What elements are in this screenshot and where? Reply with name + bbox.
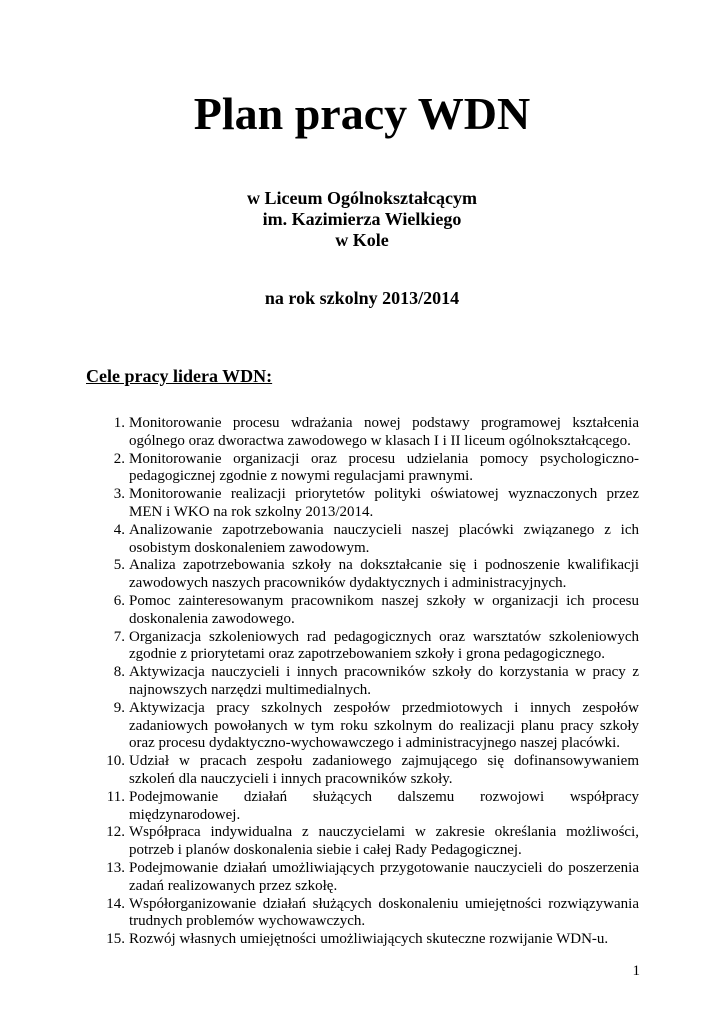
goal-item: [106, 931, 639, 949]
goal-text: Aktywizacja pracy szkolnych zespołów przedmiotowych i innych zespołów zadaniowych powołanych w tym roku szkolnym do realizacji planu pracy szkoły oraz procesu dydaktyczno-wychowawczego i administracyjnego naszej placówki.: [129, 699, 639, 752]
goal-text: Współorganizowanie działań służących doskonaleniu umiejętności rozwiązywania trudnych problemów wychowawczych.: [129, 895, 639, 930]
goal-number: 2.: [113, 450, 125, 467]
subtitle-line: w Kole: [335, 230, 389, 250]
goal-item: [106, 859, 639, 896]
goal-item: [106, 824, 639, 860]
goal-text: Podejmowanie działań służących dalszemu rozwojowi współpracy międzynarodowej.: [129, 788, 639, 823]
school-year: na rok szkolny 2013/2014: [264, 288, 460, 308]
goal-text: Monitorowanie procesu wdrażania nowej podstawy programowej kształcenia ogólnego oraz dworactwa zawodowego w klasach I i II liceum ogólnokształcącego.: [129, 415, 639, 449]
goal-item: [113, 450, 639, 487]
goal-number: 4.: [113, 521, 125, 538]
goal-item: [113, 628, 639, 665]
goal-item: [113, 486, 639, 522]
goal-text: Analiza zapotrzebowania szkoły na dokształcanie się i podnoszenie kwalifikacji zawodowych naszych pracowników dydaktycznych i administracyjnych.: [129, 557, 639, 592]
goal-number: 7.: [113, 628, 125, 645]
goal-text: Podejmowanie działań umożliwiających przygotowanie nauczycieli do poszerzenia zadań realizowanych przez szkołę.: [129, 859, 639, 894]
school-name-block: [0, 188, 724, 251]
goal-number: 12.: [106, 824, 125, 841]
goal-text: Aktywizacja nauczycieli i innych pracowników szkoły do korzystania w pracy z najnowszych narzędzi multimedialnych.: [129, 664, 639, 698]
subtitle-line: im. Kazimierza Wielkiego: [262, 209, 462, 229]
goal-item: [106, 753, 639, 789]
goal-text: Współpraca indywidualna z nauczycielami w zakresie określania możliwości, potrzeb i planów doskonalenia siebie i całej Rady Pedagogicznej.: [129, 824, 639, 859]
goal-number: 3.: [113, 486, 125, 503]
goal-text: Rozwój własnych umiejętności umożliwiających skuteczne rozwijanie WDN-u.: [129, 931, 609, 948]
goal-number: 9.: [113, 699, 125, 716]
goal-item: [113, 557, 639, 593]
goal-number: 15.: [106, 931, 125, 948]
goal-number: 10.: [106, 753, 125, 770]
goal-text: Monitorowanie organizacji oraz procesu udzielania pomocy psychologiczno-pedagogicznej zgodnie z nowymi regulacjami prawnymi.: [129, 450, 639, 485]
document-title: Plan pracy WDN: [193, 88, 531, 139]
goal-number: 8.: [113, 664, 125, 681]
goal-item: [113, 699, 639, 753]
goal-item: [106, 788, 639, 825]
subtitle-line: w Liceum Ogólnokształcącym: [247, 188, 477, 208]
goal-number: 1.: [113, 415, 125, 431]
section-heading: Cele pracy lidera WDN:: [86, 366, 273, 386]
goal-number: 11.: [106, 788, 125, 805]
goals-list: [106, 415, 639, 949]
goal-item: [113, 664, 639, 700]
goal-number: 14.: [106, 895, 125, 912]
goal-text: Monitorowanie realizacji priorytetów polityki oświatowej wyznaczonych przez MEN i WKO na rok szkolny 2013/2014.: [129, 486, 639, 520]
page-number: 1: [632, 963, 640, 979]
goal-text: Analizowanie zapotrzebowania nauczycieli naszej placówki związanego z ich osobistym doskonaleniem zawodowym.: [129, 521, 639, 556]
goal-number: 5.: [113, 557, 125, 574]
goal-text: Organizacja szkoleniowych rad pedagogicznych oraz warsztatów szkoleniowych zgodnie z priorytetami oraz zapotrzebowaniem szkoły i grona pedagogicznego.: [129, 628, 639, 663]
goal-item: [113, 592, 639, 629]
goal-item: [113, 521, 639, 558]
goal-number: 13.: [106, 859, 125, 876]
goal-text: Udział w pracach zespołu zadaniowego zajmującego się dofinansowywaniem szkoleń dla nauczycieli i innych pracowników szkoły.: [129, 753, 639, 787]
goal-item: [113, 415, 639, 451]
goal-item: [106, 895, 639, 932]
goal-number: 6.: [113, 592, 125, 609]
goal-text: Pomoc zainteresowanym pracownikom naszej szkoły w organizacji ich procesu doskonalenia zawodowego.: [129, 592, 639, 627]
